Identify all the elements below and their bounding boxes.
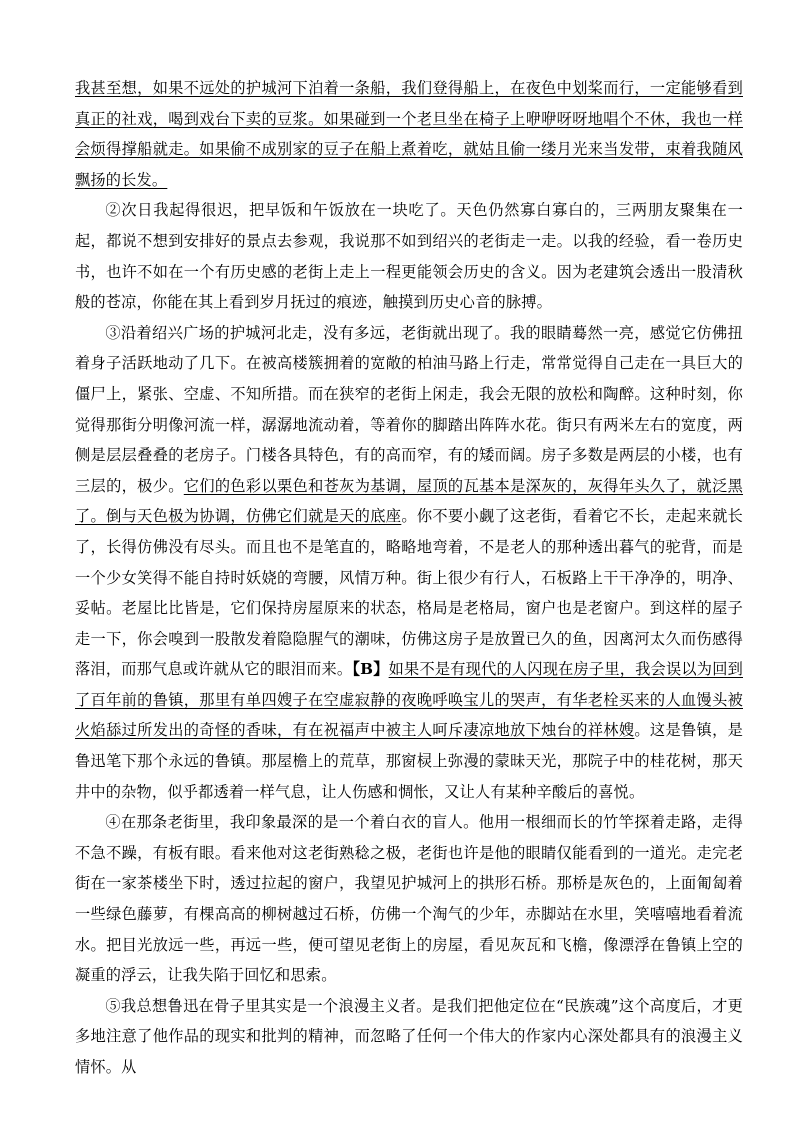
- paragraph-5: [75, 991, 743, 1083]
- underlined-passage-b: 如果不是有现代的人闪现在房子里，我会误以为回到了百年前的鲁镇，那里有单四嫂子在空虚寂静的夜晚呼唤宝儿的哭声，有华老栓买来的人血馒头被火焰舔过所发出的奇怪的香味，有在祝福声中被主人呵斥凄凉地放下烛台的祥林嫂: [75, 660, 743, 740]
- paragraph-3: [75, 318, 743, 808]
- paragraph-2: [75, 195, 743, 317]
- underlined-passage-ship: 我甚至想，如果不远处的护城河下泊着一条船，我们登得船上，在夜色中划桨而行，一定能够看到真正的社戏，喝到戏台下卖的豆浆。如果碰到一个老旦坐在椅子上咿咿呀呀地唱个不休，我也一样会烦得撑船就走。如果偷不成别家的豆子在船上煮着吃，就姑且偷一缕月光来当发带，束着我随风飘扬的长发。: [75, 79, 743, 189]
- paragraph-2-text: ②次日我起得很迟，把早饭和午饭放在一块吃了。天色仍然寡白寡白的，三两朋友聚集在一起，都说不想到安排好的景点去参观，我说那不如到绍兴的老街走一走。以我的经验，看一卷历史书，也许不如在一个有历史感的老街上走上一程更能领会历史的含义。因为老建筑会透出一股清秋般的苍凉，你能在其上看到岁月抚过的痕迹，触摸到历史心音的脉搏。: [75, 201, 743, 312]
- paragraph-4-text: ④在那条老街里，我印象最深的是一个着白衣的盲人。他用一根细而长的竹竿探着走路，走得不急不躁，有板有眼。看来他对这老街熟稔之极，老街也许是他的眼睛仅能看到的一道光。走完老街在一家茶楼坐下时，透过拉起的窗户，我望见护城河上的拱形石桥。那桥是灰色的，上面匍匐着一些绿色藤萝，有棵高高的柳树越过石桥，仿佛一个淘气的少年，赤脚站在水里，笑嘻嘻地看着流水。把目光放远一些，再远一些，便可望见老街上的房屋，看见灰瓦和飞檐，像漂浮在鲁镇上空的凝重的浮云，让我失陷于回忆和思索。: [75, 813, 743, 985]
- paragraph-3-text-c: 。这是鲁镇，是鲁迅笔下那个永远的鲁镇。那屋檐上的荒草，那窗棂上弥漫的蒙昧天光，那院子中的桂花树，那天井中的杂物，似乎都透着一样气息，让人伤感和惆怅，又让人有某种辛酸后的喜悦。: [75, 721, 743, 801]
- paragraph-3-text-b: 。你不要小觑了这老街，看着它不长，走起来就长了，长得仿佛没有尽头。而且也不是笔直的，略略地弯着，不是老人的那种透出暮气的驼背，而是一个少女笑得不能自持时妖娆的弯腰，风情万种。街上很少有行人，石板路上干干净净的，明净、妥帖。老屋比比皆是，它们保持房屋原来的状态，格局是老格局，窗户也是老窗户。到这样的屋子走一下，你会嗅到一股散发着隐隐腥气的潮味，仿佛这房子是放置已久的鱼，因离河太久而伤感得落泪，而那气息或许就从它的眼泪而来。: [75, 507, 744, 679]
- underlined-passage-colors: 它们的色彩以栗色和苍灰为基调，屋顶的瓦基本是深灰的，灰得年头久了，就泛黑了。倒与天色极为协调，仿佛它们就是天的底座: [75, 476, 744, 526]
- marker-b: 【B】: [352, 660, 389, 679]
- paragraph-3-text-a: ③沿着绍兴广场的护城河北走，没有多远，老街就出现了。我的眼睛蓦然一亮，感觉它仿佛扭着身子活跃地动了几下。在被高楼簇拥着的宽敞的柏油马路上行走，常常觉得自己走在一具巨大的僵尸上，紧张、空虚、不知所措。而在狭窄的老街上闲走，我会无限的放松和陶醉。这种时刻，你觉得那街分明像河流一样，潺潺地流动着，等着你的脚踏出阵阵水花。街只有两米左右的宽度，两侧是层层叠叠的老房子。门楼各具特色，有的高而窄，有的矮而阔。房子多数是两层的小楼，也有三层的，极少。: [75, 323, 743, 495]
- paragraph-4: [75, 807, 743, 991]
- paragraph-continued: [75, 73, 743, 195]
- document-page: [75, 73, 743, 1083]
- paragraph-5-text: ⑤我总想鲁迅在骨子里其实是一个浪漫主义者。是我们把他定位在“民族魂”这个高度后，才更多地注意了他作品的现实和批判的精神，而忽略了任何一个伟大的作家内心深处都具有的浪漫主义情怀。从: [75, 996, 743, 1076]
